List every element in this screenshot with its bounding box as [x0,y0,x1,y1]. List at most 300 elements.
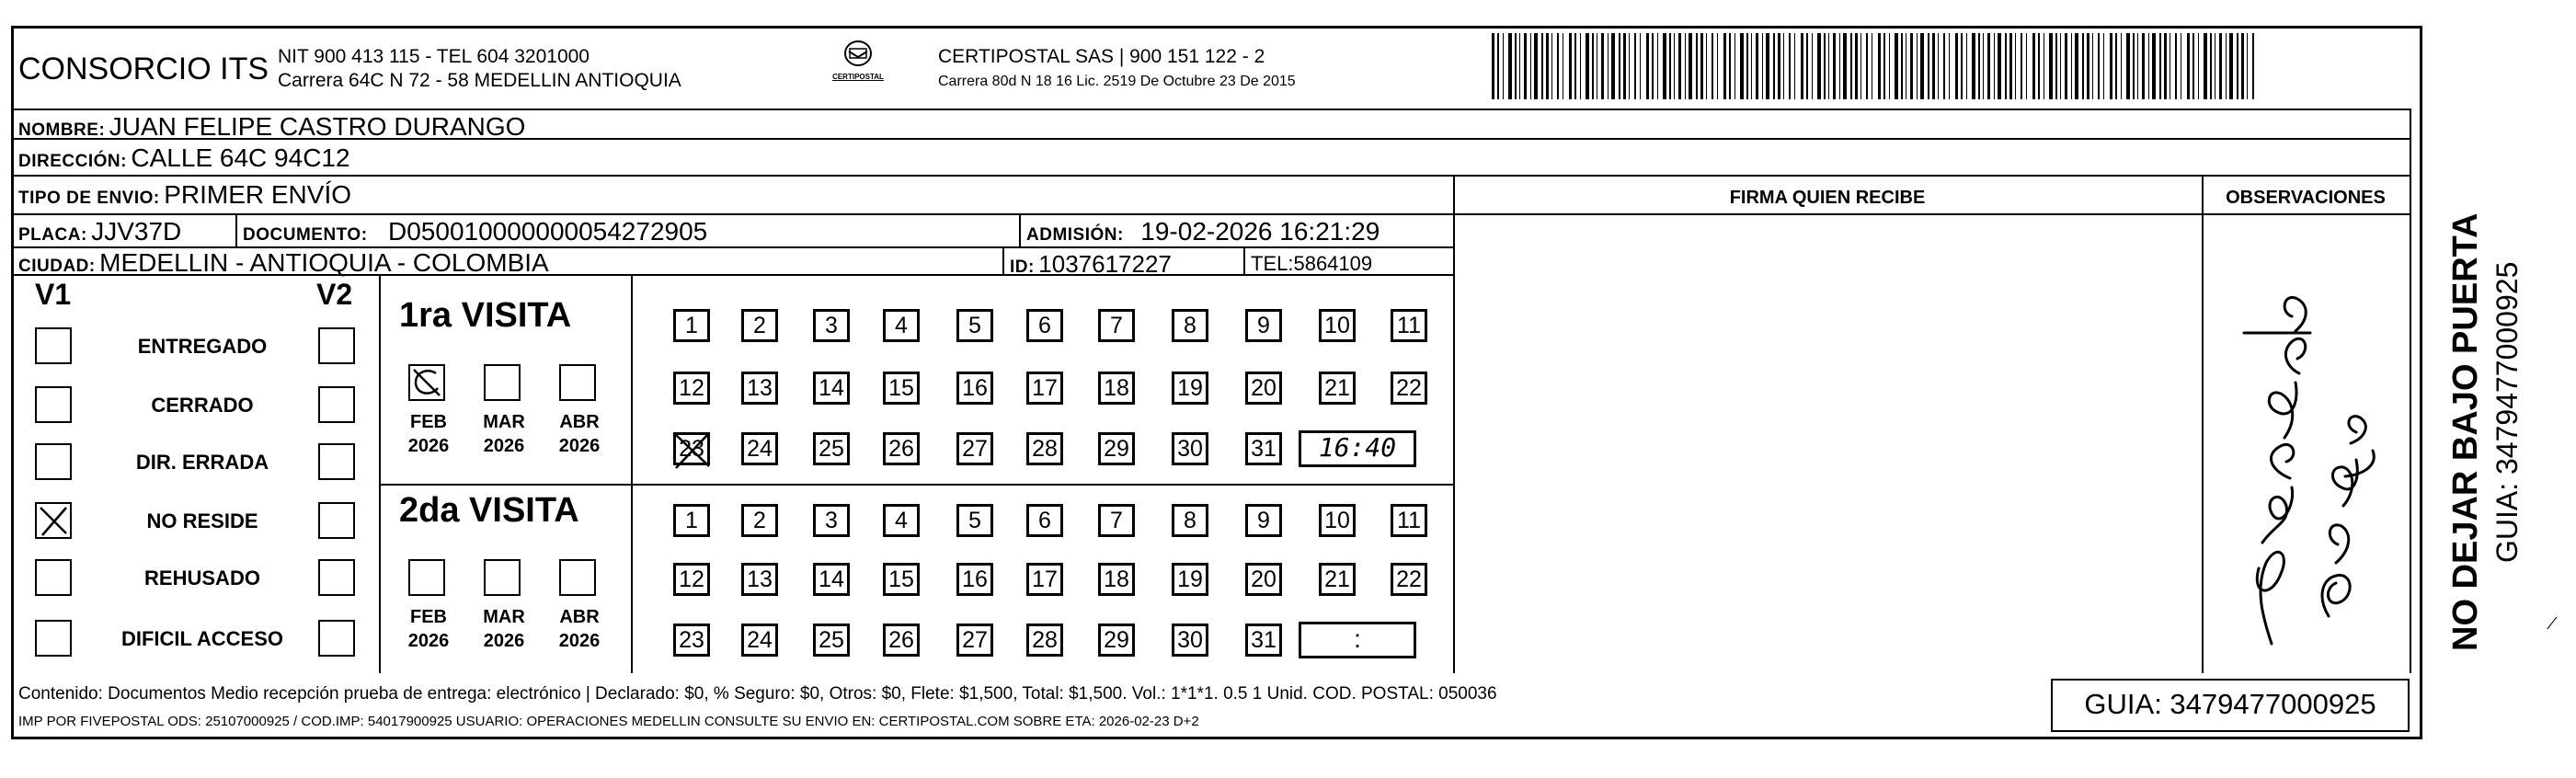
day-box[interactable]: 16 [956,563,993,596]
barcode-bar [1920,33,1924,99]
month-year: 2026 [558,631,601,651]
option-label: ENTREGADO [137,335,268,358]
company-nit: NIT 900 413 115 - TEL 604 3201000 [278,46,590,67]
nombre-value: JUAN FELIPE CASTRO DURANGO [109,112,526,141]
divider [235,213,237,246]
day-box[interactable]: 9 [1245,504,1282,537]
barcode-bar [1723,33,1726,99]
barcode-bar [1987,33,1990,99]
day-box[interactable]: 10 [1319,504,1356,537]
visit-divider [379,484,1453,486]
month-year: 2026 [483,436,525,456]
month-label [550,410,609,458]
barcode-bar [2015,33,2016,99]
month-name: FEB [410,412,447,432]
v2-checkbox[interactable] [318,502,355,539]
check-mark-icon [37,504,70,537]
v1-checkbox[interactable] [35,386,72,423]
day-box[interactable]: 17 [1026,563,1063,596]
footer-imp: IMP POR FIVEPOSTAL ODS: 25107000925 / COD.IMP: 54017900925 USUARIO: OPERACIONES MEDELLIN CONSULTE SU ENVIO EN: CERTIPOSTAL.COM SOBRE ETA: 2026-02-23 D+2 [18,714,1199,729]
barcode-bar [1855,33,1858,99]
barcode-bar [1746,33,1748,99]
day-box[interactable]: 14 [813,372,850,405]
direccion-label: DIRECCIÓN: [18,152,127,171]
barcode-bar [1503,33,1504,99]
day-box[interactable]: 22 [1391,372,1427,405]
barcode-bar [1652,33,1654,99]
v2-checkbox[interactable] [318,559,355,596]
day-box[interactable]: 19 [1172,372,1208,405]
company-name: CONSORCIO ITS [18,51,269,86]
barcode-bar [2219,33,2222,99]
barcode-bar [1983,33,1984,99]
barcode-bar [1878,33,1881,99]
divider [1243,246,1245,274]
day-box[interactable]: 24 [741,624,778,657]
month-checkbox[interactable] [408,364,445,401]
v1-label: V1 [35,278,72,311]
barcode-bar [1778,33,1780,99]
day-box[interactable]: 20 [1245,563,1282,596]
barcode-bar [1685,33,1686,99]
barcode-bar [2098,33,2100,99]
day-box[interactable]: 13 [741,372,778,405]
day-box[interactable]: 8 [1172,309,1208,342]
barcode-bar [2009,33,2012,99]
visit-time-field[interactable]: : [1299,622,1416,658]
tipo-value: PRIMER ENVÍO [164,180,352,209]
month-label [475,605,533,653]
barcode-bar [2237,33,2238,99]
month-label [475,410,533,458]
barcode-bar [1669,33,1671,99]
day-box[interactable]: 11 [1391,309,1427,342]
day-box[interactable]: 2 [741,504,778,537]
divider [1019,213,1021,246]
day-box[interactable]: 24 [741,432,778,465]
barcode-bar [1789,33,1791,99]
barcode-bar [2192,33,2194,99]
option-label: REHUSADO [144,566,260,589]
check-mark-icon [410,366,443,399]
observaciones-divider [2202,175,2204,673]
month-checkbox[interactable] [408,559,445,596]
barcode-bar [1689,33,1692,99]
option-label: DIR. ERRADA [135,451,269,474]
option-label: DIFICIL ACCESO [120,627,283,650]
option-label: NO RESIDE [146,509,258,532]
barcode-bar [1706,33,1707,99]
ciudad-row [18,248,549,278]
id-row [1010,250,1172,279]
barcode-bar [1783,33,1784,99]
certipostal-address: Carrera 80d N 18 16 Lic. 2519 De Octubre 23 De 2015 [938,74,1296,89]
direccion-row [18,143,350,173]
day-box[interactable]: 18 [1098,372,1135,405]
placa-row [18,217,181,246]
day-box[interactable]: 4 [883,504,920,537]
barcode-bar [2115,33,2117,99]
months-divider [631,274,633,673]
tel-label: TEL: [1251,252,1294,275]
documento-row [243,217,707,246]
v2-checkbox[interactable] [318,620,355,657]
barcode-bar [2082,33,2084,99]
barcode-bar [1839,33,1840,99]
barcode [1492,33,2261,99]
v1-checkbox[interactable] [35,502,72,539]
day-box[interactable]: 12 [673,372,710,405]
day-box[interactable]: 1 [673,504,710,537]
day-box[interactable]: 15 [883,372,920,405]
day-box[interactable]: 20 [1245,372,1282,405]
day-box[interactable]: 12 [673,563,710,596]
day-box[interactable]: 4 [883,309,920,342]
certipostal-info: CERTIPOSTAL SAS | 900 151 122 - 2 [938,46,1265,67]
day-box[interactable]: 5 [956,309,993,342]
barcode-bar [1557,33,1559,99]
barcode-bar [1657,33,1658,99]
barcode-bar [1546,33,1549,99]
v2-checkbox[interactable] [318,443,355,480]
barcode-bar [1794,33,1795,99]
firma-divider [1453,175,1455,673]
barcode-bar [1917,33,1918,99]
day-box[interactable]: 25 [813,432,850,465]
day-box[interactable]: 31 [1245,624,1282,657]
day-box[interactable]: 15 [883,563,920,596]
placa-label: PLACA: [18,225,87,245]
barcode-bar [2252,33,2254,99]
barcode-bar [2152,33,2156,99]
divider [11,175,2411,177]
check-mark-icon [672,429,715,472]
documento-label: DOCUMENTO: [243,225,368,245]
no-dejar-bajo-puerta: NO DEJAR BAJO PUERTA [2446,212,2485,651]
barcode-bar [2241,33,2244,99]
barcode-bar [1508,33,1512,99]
v1-checkbox[interactable] [35,443,72,480]
day-box[interactable]: 5 [956,504,993,537]
day-box[interactable]: 17 [1026,372,1063,405]
barcode-bar [1828,33,1829,99]
month-year: 2026 [407,436,450,456]
footer-guia-box: GUIA: 3479477000925 [2051,679,2410,732]
day-box[interactable]: 3 [813,309,850,342]
footer-contenido: Contenido: Documentos Medio recepción prueba de entrega: electrónico | Declarado: $0, % Seguro: $0, Otros: $0, Flete: $1,500, Total: $1,500. Vol.: 1*1*1. 0.5 1 Unid. COD. POSTAL: 050036 [18,684,1497,704]
barcode-bar [1850,33,1852,99]
barcode-bar [2071,33,2072,99]
side-vertical-area [2410,109,2575,673]
firma-header: FIRMA QUIEN RECIBE [1729,188,1926,208]
first-visit-title: 1ra VISITA [399,296,572,335]
month-label [399,410,458,458]
barcode-bar [1801,33,1803,99]
day-box[interactable]: 11 [1391,504,1427,537]
barcode-bar [1766,33,1769,99]
barcode-bar [2121,33,2122,99]
day-box[interactable]: 6 [1026,309,1063,342]
month-checkbox[interactable] [484,559,521,596]
certipostal-logo-text: CERTIPOSTAL [832,73,884,81]
v1-checkbox[interactable] [35,559,72,596]
v2-checkbox[interactable] [318,327,355,364]
barcode-bar [1700,33,1703,99]
tipo-label: TIPO DE ENVIO: [18,189,160,208]
barcode-bar [1824,33,1826,99]
barcode-bar [2021,33,2022,99]
day-box[interactable]: 29 [1098,624,1135,657]
barcode-bar [1592,33,1594,99]
barcode-bar [1883,33,1885,99]
month-year: 2026 [407,631,450,651]
barcode-bar [1843,33,1847,99]
barcode-bar [1663,33,1666,99]
barcode-bar [1678,33,1681,99]
barcode-bar [1611,33,1615,99]
month-name: MAR [483,412,525,432]
day-box[interactable]: 13 [741,563,778,596]
barcode-bar [1889,33,1890,99]
day-box[interactable]: 8 [1172,504,1208,537]
barcode-bar [1762,33,1763,99]
barcode-bar [1497,33,1499,99]
certipostal-logo-icon [840,39,876,68]
barcode-bar [2075,33,2078,99]
barcode-bar [2247,33,2248,99]
barcode-bar [1569,33,1572,99]
day-box[interactable]: 21 [1319,563,1356,596]
barcode-bar [2229,33,2233,99]
v2-checkbox[interactable] [318,386,355,423]
barcode-bar [1541,33,1543,99]
day-box[interactable]: 18 [1098,563,1135,596]
barcode-bar [1895,33,1898,99]
barcode-bar [2060,33,2061,99]
day-box[interactable]: 30 [1172,432,1208,465]
barcode-bar [1717,33,1718,99]
barcode-bar [1866,33,1868,99]
barcode-bar [1901,33,1903,99]
month-checkbox[interactable] [559,559,596,596]
barcode-bar [2164,33,2167,99]
barcode-bar [1519,33,1520,99]
barcode-bar [1860,33,1861,99]
options-divider [379,274,381,673]
barcode-bar [1949,33,1950,99]
barcode-bar [1623,33,1626,99]
day-box[interactable]: 22 [1391,563,1427,596]
barcode-bar [2032,33,2035,99]
barcode-bar [1696,33,1698,99]
barcode-bar [2142,33,2145,99]
day-box[interactable] [673,432,710,465]
ciudad-label: CIUDAD: [18,257,96,276]
admision-row [1026,217,1380,246]
barcode-bar [1515,33,1517,99]
stray-mark: ⁄ [2551,614,2555,633]
id-label: ID: [1010,257,1035,277]
barcode-bar [1966,33,1967,99]
barcode-bar [2198,33,2199,99]
day-box[interactable]: 26 [883,432,920,465]
admision-value: 19-02-2026 16:21:29 [1140,217,1380,246]
nombre-label: NOMBRE: [18,120,106,140]
barcode-bar [1586,33,1589,99]
barcode-bar [1806,33,1808,99]
barcode-bar [1817,33,1821,99]
barcode-bar [1740,33,1744,99]
month-name: ABR [559,412,600,432]
barcode-bar [2133,33,2135,99]
handwritten-observation-signature [2207,230,2406,662]
barcode-bar [2055,33,2057,99]
divider [1002,246,1004,274]
barcode-bar [1640,33,1641,99]
barcode-bar [2148,33,2149,99]
barcode-bar [1534,33,1538,99]
barcode-bar [2092,33,2093,99]
v2-label: V2 [316,278,353,311]
option-label: CERRADO [151,394,254,417]
day-box[interactable]: 27 [956,624,993,657]
month-year: 2026 [483,631,525,651]
barcode-bar [2049,33,2053,99]
barcode-bar [1574,33,1576,99]
barcode-bar [1608,33,1609,99]
barcode-bar [1998,33,2001,99]
month-year: 2026 [558,436,601,456]
barcode-bar [1978,33,1980,99]
day-box[interactable]: 28 [1026,624,1063,657]
month-name: MAR [483,607,525,627]
month-name: ABR [559,607,600,627]
barcode-bar [2126,33,2130,99]
certipostal-logo [820,39,896,81]
divider [11,109,2411,110]
tipo-row [18,180,351,210]
barcode-bar [1994,33,1995,99]
barcode-bar [1943,33,1945,99]
barcode-bar [1619,33,1620,99]
barcode-bar [1932,33,1935,99]
day-box[interactable]: 6 [1026,504,1063,537]
day-box[interactable]: 21 [1319,372,1356,405]
barcode-bar [1833,33,1836,99]
month-label [550,605,609,653]
barcode-bar [1551,33,1552,99]
day-box[interactable]: 23 [673,624,710,657]
visit-time-field[interactable]: 16:40 [1299,430,1416,467]
admision-label: ADMISIÓN: [1026,225,1124,245]
day-box[interactable]: 19 [1172,563,1208,596]
barcode-bar [1601,33,1604,99]
barcode-bar [1580,33,1581,99]
day-box[interactable]: 25 [813,624,850,657]
month-checkbox[interactable] [484,364,521,401]
company-address: Carrera 64C N 72 - 58 MEDELLIN ANTIOQUIA [278,70,681,91]
day-box[interactable]: 14 [813,563,850,596]
barcode-bar [1634,33,1636,99]
day-box[interactable]: 7 [1098,504,1135,537]
direccion-value: CALLE 64C 94C12 [131,143,350,172]
barcode-bar [1938,33,1939,99]
barcode-bar [2026,33,2027,99]
barcode-bar [1629,33,1630,99]
barcode-bar [1674,33,1675,99]
barcode-bar [1955,33,1958,99]
barcode-bar [2103,33,2104,99]
placa-value: JJV37D [91,217,182,246]
id-value: 1037617227 [1038,250,1172,278]
day-box[interactable]: 30 [1172,624,1208,657]
barcode-bar [2065,33,2067,99]
tel-row [1251,252,1372,276]
day-box[interactable]: 7 [1098,309,1135,342]
day-box[interactable]: 26 [883,624,920,657]
barcode-bar [1729,33,1731,99]
barcode-bar [2210,33,2212,99]
barcode-bar [2226,33,2227,99]
barcode-bar [1961,33,1963,99]
barcode-bar [2137,33,2138,99]
barcode-bar [1910,33,1913,99]
tel-value: 5864109 [1293,252,1373,275]
barcode-bar [2110,33,2112,99]
day-box[interactable]: 10 [1319,309,1356,342]
day-box[interactable]: 16 [956,372,993,405]
barcode-bar [1530,33,1531,99]
observaciones-header: OBSERVACIONES [2226,188,2386,208]
barcode-bar [1646,33,1649,99]
day-box[interactable]: 28 [1026,432,1063,465]
day-box[interactable]: 2 [741,309,778,342]
ciudad-value: MEDELLIN - ANTIOQUIA - COLOMBIA [99,248,549,277]
day-number: 23 [679,436,704,462]
day-box[interactable]: 1 [673,309,710,342]
barcode-bar [1928,33,1929,99]
barcode-bar [2159,33,2161,99]
barcode-bar [1524,33,1527,99]
barcode-bar [1492,33,1494,99]
barcode-bar [2087,33,2089,99]
month-label [399,605,458,653]
nombre-row [18,112,525,142]
barcode-bar [2187,33,2190,99]
day-box[interactable]: 29 [1098,432,1135,465]
barcode-bar [1712,33,1713,99]
barcode-bar [2038,33,2040,99]
day-box[interactable]: 27 [956,432,993,465]
second-visit-title: 2da VISITA [399,491,579,530]
side-guia: GUIA: 3479477000925 [2490,261,2524,563]
barcode-bar [1812,33,1813,99]
documento-value: D050010000000054272905 [388,217,708,246]
day-box[interactable]: 3 [813,504,850,537]
day-box[interactable]: 31 [1245,432,1282,465]
month-checkbox[interactable] [559,364,596,401]
barcode-bar [1773,33,1775,99]
day-box[interactable]: 9 [1245,309,1282,342]
barcode-bar [2204,33,2207,99]
v1-checkbox[interactable] [35,620,72,657]
barcode-bar [2005,33,2007,99]
barcode-bar [1756,33,1758,99]
barcode-bar [1972,33,1975,99]
barcode-bar [1751,33,1752,99]
v1-checkbox[interactable] [35,327,72,364]
month-name: FEB [410,607,447,627]
